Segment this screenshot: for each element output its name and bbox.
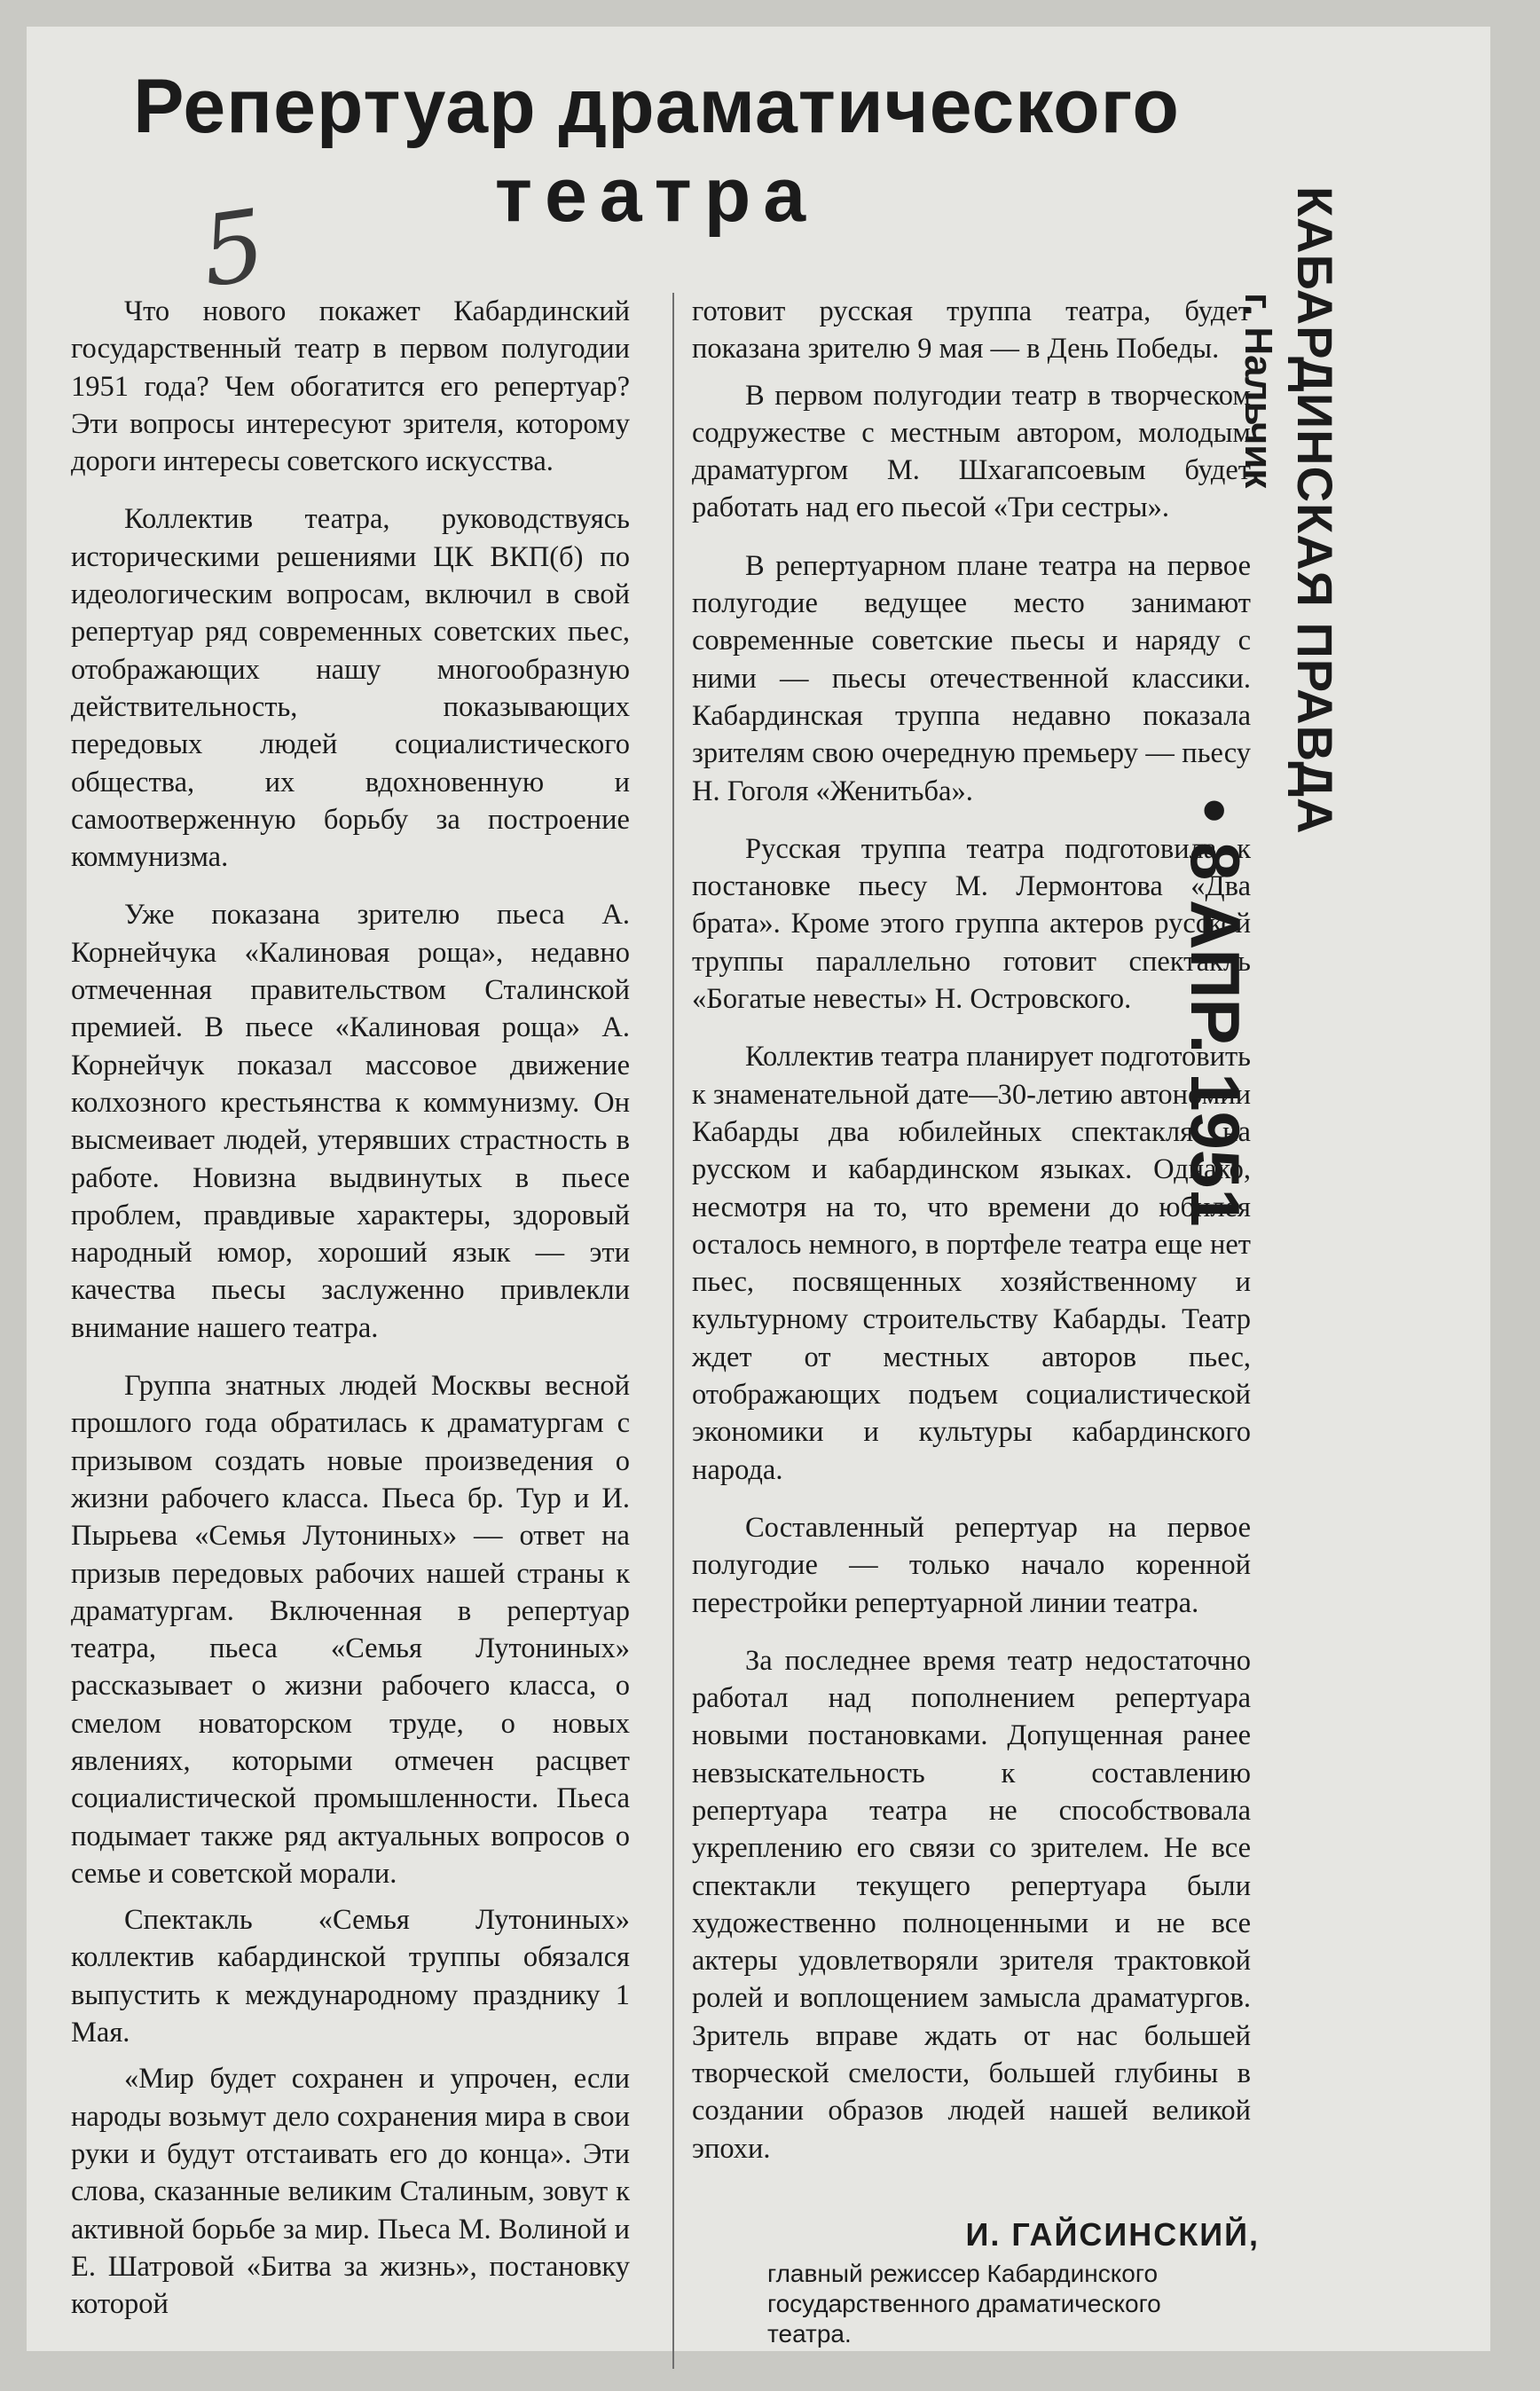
paragraph: готовит русская труппа театра, будет показана зрителю 9 мая — в День Победы.: [692, 295, 1251, 366]
paragraph: Русская труппа театра подготовила к постановке пьесу М. Лермонтова «Два брата». Кроме этого группа актеров русской труппы параллельно готовит спектакль «Богатые невесты» Н. Островского.: [692, 832, 1251, 1016]
title-line-2: театра: [494, 153, 819, 238]
author-signature: [736, 2216, 1269, 2349]
paragraph: Составленный репертуар на первое полугодие — только начало коренной перестройки репертуарной линии театра.: [692, 1511, 1251, 1619]
article-left-column: [71, 293, 630, 2343]
author-role: [736, 2259, 1269, 2349]
paragraph: Что нового покажет Кабардинский государственный театр в первом полугодии 1951 года? Чем обогатится его репертуар? Эти вопросы интересуют зрителя, которому дороги интересы советского искусства.: [71, 295, 630, 478]
handwritten-number: 5: [194, 187, 272, 310]
stamp-date: • 8 АПР. 1951: [1176, 798, 1254, 1227]
article-right-column: [692, 293, 1251, 2188]
column-divider: [672, 293, 674, 2369]
author-role-line: государственного драматического: [767, 2290, 1161, 2317]
author-role-line: театра.: [767, 2320, 852, 2348]
newspaper-stamp: [1176, 186, 1540, 1340]
paragraph: Спектакль «Семья Лутониных» коллектив кабардинской труппы обязался выпустить к международному празднику 1 Мая.: [71, 1904, 630, 2049]
stamp-rotated: [1176, 186, 1344, 1227]
paragraph: За последнее время театр недостаточно работал над пополнением репертуара новыми постановками. Допущенная ранее невзыскательность к составлению репертуара театра не способствовала укреплению его связи со зрителем. Не все спектакли текущего репертуара были художественно полноценными и не все актеры удовлетворяли зрителя трактовкой ролей и воплощением замысла драматургов. Зритель вправе ждать от нас большей творческой смелости, большей глубины в создании образов людей нашей великой эпохи.: [692, 1644, 1251, 2165]
paragraph: Коллектив театра, руководствуясь историческими решениями ЦК ВКП(б) по идеологическим вопросам, включил в свой репертуар ряд современных советских пьес, отображающих нашу многообразную действительность, показывающих передовых людей социалистического общества, их вдохновенную и самоотверженную борьбу за построение коммунизма.: [71, 503, 630, 874]
stamp-newspaper-name: КАБАРДИНСКАЯ ПРАВДА: [1287, 186, 1343, 835]
paragraph: «Мир будет сохранен и упрочен, если народы возьмут дело сохранения мира в свои руки и будут отстаивать его до конца». Эти слова, сказанные великим Сталиным, зовут к активной борьбе за мир. Пьеса М. Волиной и Е. Шатровой «Битва за жизнь», постановку которой: [71, 2063, 630, 2321]
paragraph: Уже показана зрителю пьеса А. Корнейчука «Калиновая роща», недавно отмеченная правительством Сталинской премией. В пьесе «Калиновая роща» А. Корнейчук показал массовое движение колхозного крестьянства к коммунизму. Он высмеивает людей, утерявших страстность в работе. Новизна выдвинутых в пьесе проблем, правдивые характеры, здоровый народный юмор, хороший язык — эти качества пьесы заслуженно привлекли внимание нашего театра.: [71, 899, 630, 1344]
author-name: И. ГАЙСИНСКИЙ,: [965, 2216, 1260, 2253]
author-role-line: главный режиссер Кабардинского: [767, 2260, 1159, 2287]
title-line-1: Репертуар драматического: [133, 64, 1180, 149]
paragraph: В первом полугодии театр в творческом содружестве с местным автором, молодым драматургом М. Шхагапсоевым будет работать над его пьесой «Три сестры».: [692, 379, 1251, 524]
paragraph: Коллектив театра планирует подготовить к знаменательной дате—30-летию автономии Кабарды два юбилейных спектакля на русском и кабардинском языках. Однако, несмотря на то, что времени до юбилея осталось немного, в портфеле театра еще нет пьес, посвященных хозяйственному и культурному строительству Кабарды. Театр ждет от местных авторов пьес, отображающих подъем социалистической экономики и культуры кабардинского народа.: [692, 1041, 1251, 1486]
paragraph: Группа знатных людей Москвы весной прошлого года обратилась к драматургам с призывом создать новые произведения о жизни рабочего класса. Пьеса бр. Тур и И. Пырьева «Семья Лутониных» — ответ на призыв передовых рабочих нашей страны к драматургам. Включенная в репертуар театра, пьеса «Семья Лутониных» рассказывает о жизни рабочего класса, о смелом новаторском труде, о новых явлениях, которыми отмечен расцвет социалистической промышленности. Пьеса подымает также ряд актуальных вопросов о семье и советской морали.: [71, 1370, 630, 1890]
paragraph: В репертуарном плане театра на первое полугодие ведущее место занимают современные советские пьесы и наряду с ними — пьесы отечественной классики. Кабардинская труппа недавно показала зрителям свою очередную премьеру — пьесу Н. Гоголя «Женитьба».: [692, 549, 1251, 807]
stamp-city: г. Нальчик: [1237, 293, 1280, 489]
